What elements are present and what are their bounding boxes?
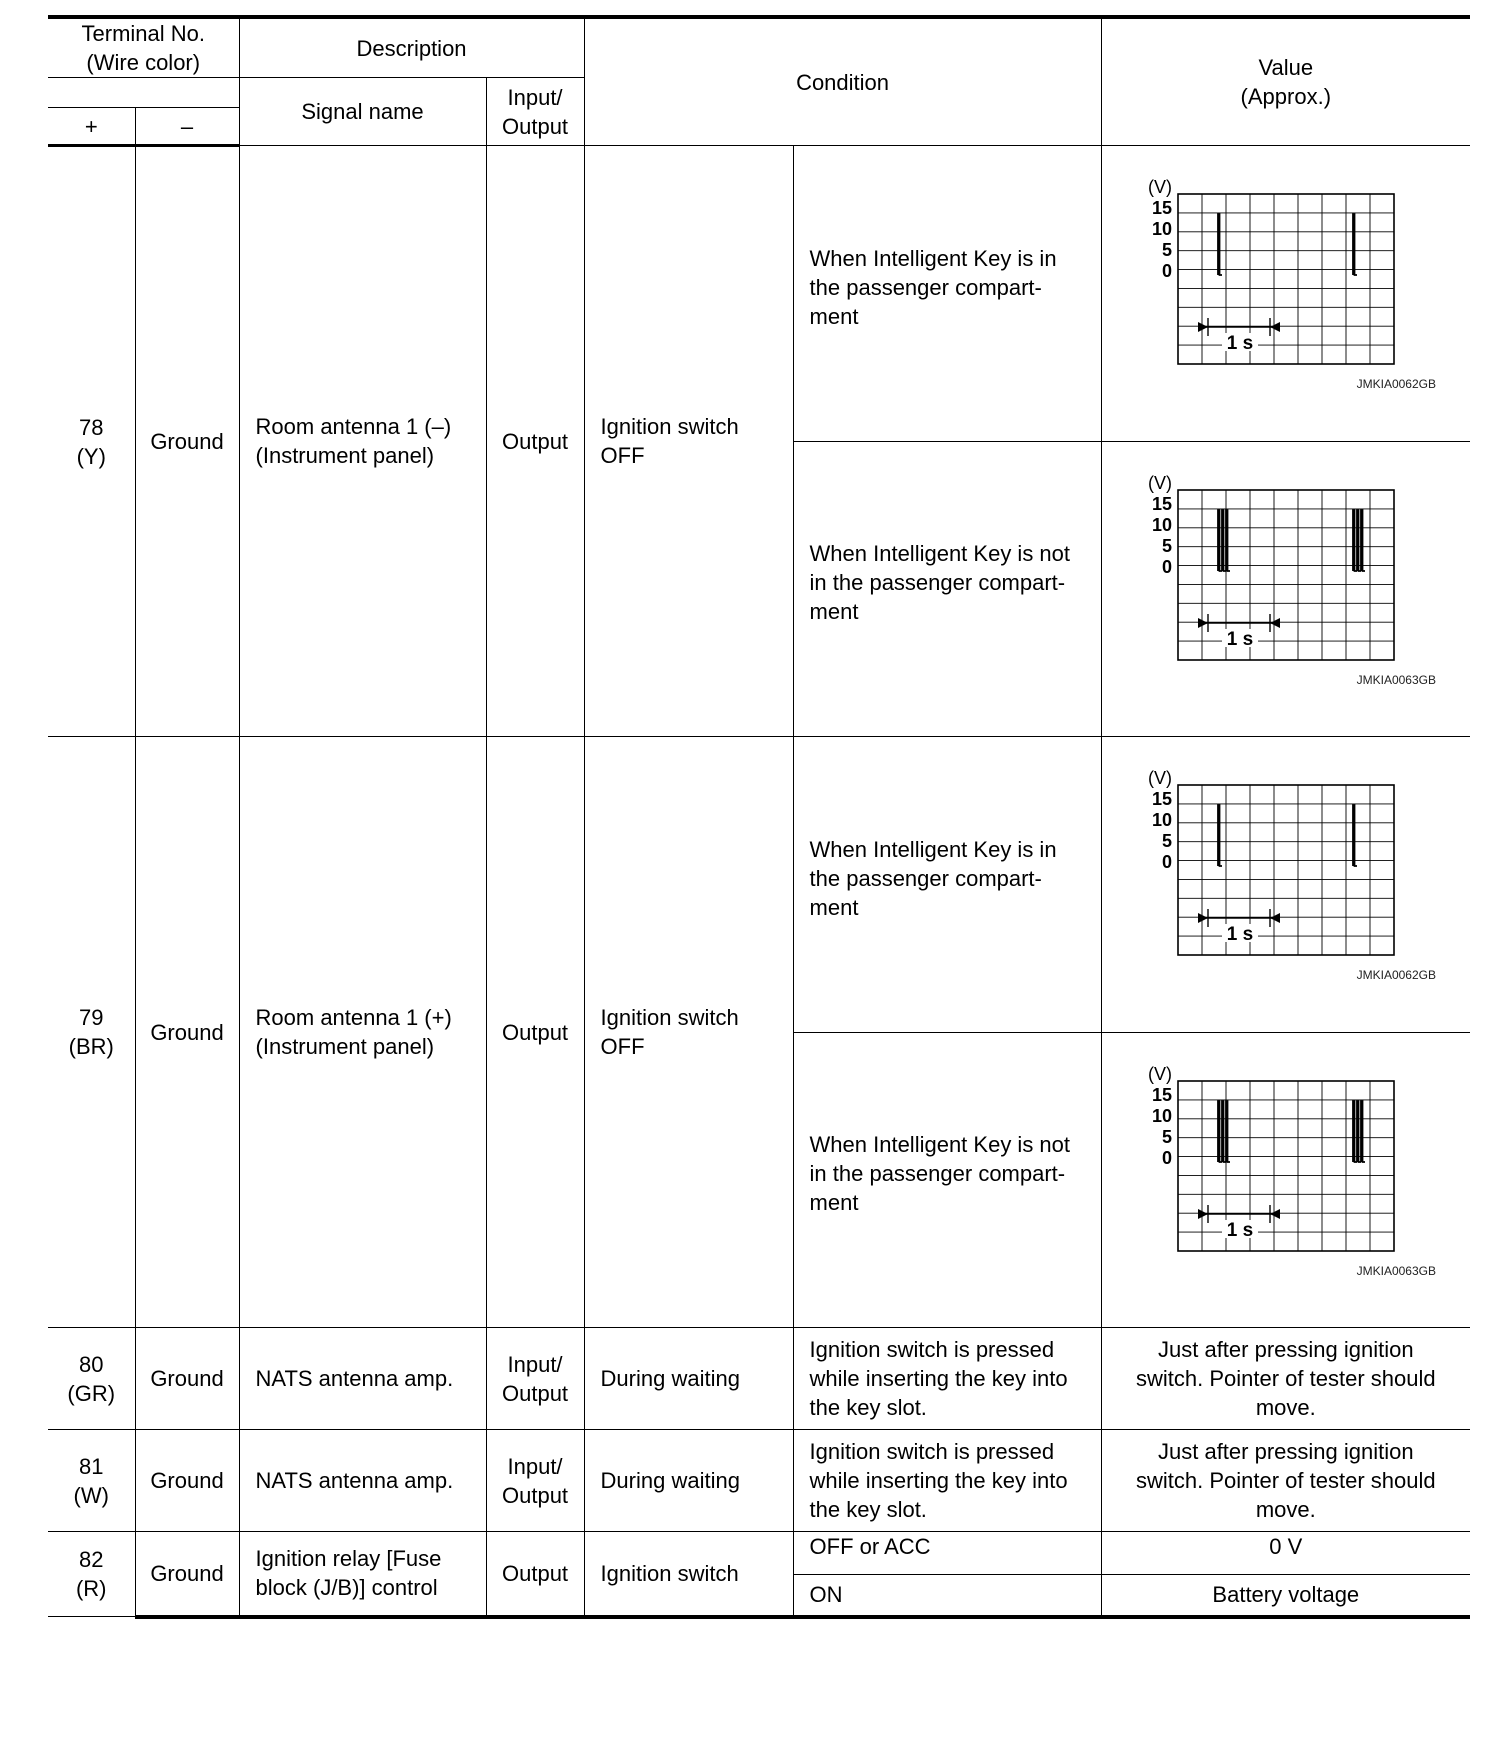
terminal-number: 79 — [79, 1005, 104, 1030]
y-tick-label: 10 — [1151, 1106, 1172, 1126]
figure-id: JMKIA0062GB — [1356, 968, 1436, 982]
terminal-number: 80 — [79, 1351, 104, 1377]
terminal-header-spacer — [48, 78, 239, 108]
signal-name-cell: NATS antenna amp. — [239, 1430, 486, 1532]
input-output-header — [486, 78, 584, 146]
signal-pulse — [1361, 1101, 1365, 1162]
approx-header-text: (Approx.) — [1240, 84, 1332, 109]
y-tick-label: 5 — [1161, 240, 1172, 260]
value-line: Just after pressing ignition — [1158, 1439, 1414, 1464]
value-header-text: Value — [1258, 55, 1314, 80]
sub-condition-line: When Intelligent Key is not — [809, 1132, 1071, 1157]
y-tick-label: 0 — [1161, 852, 1172, 872]
state-cell: OFF or ACC — [793, 1532, 1101, 1575]
condition-line: OFF — [600, 1034, 645, 1059]
io-line: Output — [502, 1482, 569, 1508]
time-scale-label: 1 s — [1226, 924, 1253, 945]
y-tick-label: 5 — [1161, 831, 1172, 851]
wire-color: (W) — [73, 1482, 109, 1508]
io-line: Input/ — [507, 1453, 563, 1479]
condition-cell — [584, 737, 793, 1328]
io-cell: Output — [486, 737, 584, 1328]
ground-cell: Ground — [135, 737, 239, 1328]
value-cell: 0 V — [1101, 1532, 1470, 1575]
waveform-cell — [1101, 737, 1470, 1033]
waveform-cell — [1101, 1033, 1470, 1328]
sub-condition-line: the key slot. — [809, 1395, 927, 1420]
signal-line: block (J/B)] control — [255, 1575, 438, 1601]
io-cell: Output — [486, 1532, 584, 1617]
time-marker-arrow — [1198, 322, 1208, 332]
signal-name-cell — [239, 737, 486, 1328]
terminal-number: 82 — [79, 1547, 104, 1572]
y-tick-label: 10 — [1151, 219, 1172, 239]
signal-pulse — [1361, 510, 1365, 571]
sub-condition-line: ment — [809, 599, 859, 624]
y-unit-label: (V) — [1147, 473, 1172, 493]
signal-pulse — [1226, 510, 1230, 571]
signal-pulse — [1226, 1101, 1230, 1162]
time-scale-label: 1 s — [1226, 629, 1253, 650]
condition-line: OFF — [600, 443, 645, 468]
y-tick-label: 5 — [1161, 1127, 1172, 1147]
signal-pulse — [1353, 214, 1357, 275]
sub-condition-cell — [793, 1033, 1101, 1328]
ground-cell: Ground — [135, 146, 239, 737]
terminal-number: 81 — [79, 1453, 104, 1479]
minus-header: – — [135, 108, 239, 146]
ground-cell: Ground — [135, 1430, 239, 1532]
waveform-chart — [1102, 737, 1471, 1032]
ground-cell: Ground — [135, 1328, 239, 1430]
signal-line: Ignition relay [Fuse — [255, 1546, 442, 1572]
terminal-80 — [48, 1328, 135, 1430]
terminal-spec-table — [48, 15, 1470, 1619]
io-cell: Output — [486, 146, 584, 737]
time-marker-arrow — [1270, 913, 1280, 923]
scope-frame — [1178, 785, 1394, 955]
y-unit-label: (V) — [1147, 177, 1172, 197]
sub-condition-line: ment — [809, 1190, 859, 1215]
figure-id: JMKIA0062GB — [1356, 377, 1436, 391]
waveform-cell — [1101, 146, 1470, 442]
y-tick-label: 0 — [1161, 557, 1172, 577]
io-line: Output — [502, 1380, 569, 1406]
sub-condition-cell — [793, 442, 1101, 737]
io-cell — [486, 1430, 584, 1532]
terminal-no-header — [48, 17, 239, 78]
value-cell — [1101, 1430, 1470, 1532]
sub-condition-line: ment — [809, 304, 859, 329]
condition-line: Ignition switch — [600, 1005, 739, 1030]
value-line: move. — [1255, 1395, 1316, 1420]
value-cell — [1101, 1328, 1470, 1430]
y-tick-label: 0 — [1161, 1148, 1172, 1168]
time-marker-arrow — [1270, 322, 1280, 332]
signal-line: Room antenna 1 (+) — [255, 1005, 452, 1030]
time-marker-arrow — [1198, 913, 1208, 923]
time-scale-label: 1 s — [1226, 1220, 1253, 1241]
signal-line: (Instrument panel) — [255, 1034, 435, 1059]
y-tick-label: 5 — [1161, 536, 1172, 556]
terminal-79 — [48, 737, 135, 1328]
sub-condition-cell — [793, 1430, 1101, 1532]
condition-cell: During waiting — [584, 1430, 793, 1532]
sub-condition-line: in the passenger compart- — [809, 1161, 1066, 1186]
scope-frame — [1178, 194, 1394, 364]
sub-condition-line: the key slot. — [809, 1497, 927, 1522]
figure-id: JMKIA0063GB — [1356, 1264, 1436, 1278]
signal-pulse — [1353, 805, 1357, 866]
wire-color: (GR) — [67, 1380, 116, 1406]
signal-line: Room antenna 1 (–) — [255, 414, 452, 439]
sub-condition-line: while inserting the key into — [809, 1468, 1068, 1493]
time-marker-arrow — [1198, 618, 1208, 628]
sub-condition-line: while inserting the key into — [809, 1366, 1068, 1391]
wire-color: (R) — [75, 1576, 107, 1601]
sub-condition-line: the passenger compart- — [809, 275, 1042, 300]
sub-condition-line: in the passenger compart- — [809, 570, 1066, 595]
time-marker-arrow — [1270, 618, 1280, 628]
value-header — [1101, 17, 1470, 146]
output-header-text: Output — [502, 113, 569, 139]
sub-condition-line: Ignition switch is pressed — [809, 1337, 1055, 1362]
y-unit-label: (V) — [1147, 1064, 1172, 1084]
state-cell: ON — [793, 1575, 1101, 1617]
terminal-78 — [48, 146, 135, 737]
time-scale-label: 1 s — [1226, 333, 1253, 354]
sub-condition-line: When Intelligent Key is in — [809, 837, 1057, 862]
sub-condition-cell — [793, 1328, 1101, 1430]
signal-name-header: Signal name — [239, 78, 486, 146]
y-tick-label: 10 — [1151, 810, 1172, 830]
y-tick-label: 15 — [1151, 494, 1172, 514]
sub-condition-line: the passenger compart- — [809, 866, 1042, 891]
y-tick-label: 15 — [1151, 1085, 1172, 1105]
waveform-chart — [1102, 1033, 1471, 1327]
wire-color-header-text: (Wire color) — [86, 50, 201, 75]
terminal-82 — [48, 1532, 135, 1617]
value-line: move. — [1255, 1497, 1316, 1522]
input-header-text: Input/ — [507, 84, 563, 110]
sub-condition-line: When Intelligent Key is not — [809, 541, 1071, 566]
io-line: Input/ — [507, 1351, 563, 1377]
value-line: switch. Pointer of tester should — [1136, 1366, 1436, 1391]
io-cell — [486, 1328, 584, 1430]
sub-condition-line: ment — [809, 895, 859, 920]
sub-condition-cell — [793, 146, 1101, 442]
signal-name-cell — [239, 146, 486, 737]
terminal-header-text: Terminal No. — [81, 21, 205, 46]
condition-cell: During waiting — [584, 1328, 793, 1430]
signal-name-cell: NATS antenna amp. — [239, 1328, 486, 1430]
waveform-cell — [1101, 442, 1470, 737]
waveform-chart — [1102, 442, 1471, 736]
figure-id: JMKIA0063GB — [1356, 673, 1436, 687]
waveform-chart — [1102, 146, 1471, 441]
value-line: switch. Pointer of tester should — [1136, 1468, 1436, 1493]
terminal-81 — [48, 1430, 135, 1532]
signal-pulse — [1218, 805, 1222, 866]
y-tick-label: 15 — [1151, 789, 1172, 809]
condition-cell — [584, 146, 793, 737]
sub-condition-line: When Intelligent Key is in — [809, 246, 1057, 271]
condition-line: Ignition switch — [600, 414, 739, 439]
value-line: Just after pressing ignition — [1158, 1337, 1414, 1362]
value-cell: Battery voltage — [1101, 1575, 1470, 1617]
y-unit-label: (V) — [1147, 768, 1172, 788]
signal-name-cell — [239, 1532, 486, 1617]
plus-header: + — [48, 108, 135, 146]
signal-line: (Instrument panel) — [255, 443, 435, 468]
description-header: Description — [239, 17, 584, 78]
time-marker-arrow — [1270, 1209, 1280, 1219]
time-marker-arrow — [1198, 1209, 1208, 1219]
condition-header: Condition — [584, 17, 1101, 146]
condition-cell: Ignition switch — [584, 1532, 793, 1617]
ground-cell: Ground — [135, 1532, 239, 1617]
sub-condition-line: Ignition switch is pressed — [809, 1439, 1055, 1464]
terminal-number: 78 — [79, 414, 104, 440]
sub-condition-cell — [793, 737, 1101, 1033]
y-tick-label: 0 — [1161, 261, 1172, 281]
y-tick-label: 10 — [1151, 515, 1172, 535]
signal-pulse — [1218, 214, 1222, 275]
y-tick-label: 15 — [1151, 198, 1172, 218]
wire-color: (BR) — [68, 1034, 114, 1059]
wire-color: (Y) — [76, 443, 106, 469]
